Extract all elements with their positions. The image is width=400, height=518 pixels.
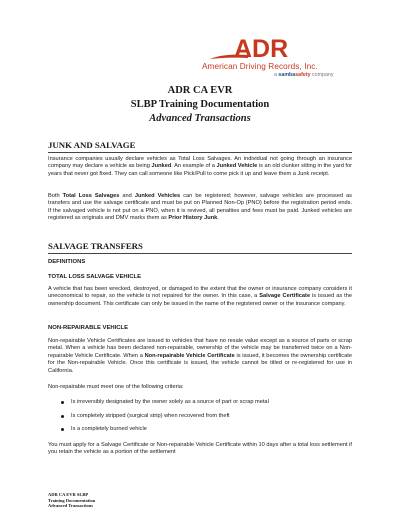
title-line-3: Advanced Transactions: [149, 113, 251, 124]
logo-company-name: American Driving Records, Inc.: [202, 62, 318, 71]
footer-line-1: ADR CA EVR SLBP: [48, 492, 89, 497]
bold-term: Prior History Junk: [168, 215, 218, 222]
bold-term: Junked Vehicles: [134, 193, 181, 199]
text-run: is issued, it becomes the ownership certificate for the Non-repairable Vehicle. Once this certificate is issued, the vehicle cannot be titled or re-registered for use in California.: [48, 352, 352, 374]
title-line-2: SLBP Training Documentation: [130, 99, 270, 110]
salvage-transfers-heading: SALVAGE TRANSFERS: [48, 241, 143, 251]
total-loss-label: TOTAL LOSS SALVAGE VEHICLE: [48, 274, 142, 280]
adr-logo-mark: [210, 36, 352, 62]
tagline-brand-b: safety: [295, 72, 311, 78]
bullet-icon: [61, 401, 64, 404]
text-run: is issued as the ownership document. This certificate can only be issued in the name of the registered owner or the insurance company.: [48, 293, 352, 307]
text-run: Both: [48, 193, 63, 199]
junk-salvage-heading: JUNK AND SALVAGE: [48, 140, 136, 150]
text-run: .: [217, 215, 219, 222]
definitions-label: DEFINITIONS: [48, 259, 86, 265]
bold-term: Junked Vehicle: [216, 163, 258, 170]
list-item: [48, 413, 352, 427]
footer-line-3: Advanced Transactions: [48, 503, 93, 509]
apply-paragraph: You must apply for a Salvage Certificate or Non-repairable Vehicle Certificate within 10 days after a total loss settlement if you retain the vehicle as a portion of the settlement: [48, 442, 352, 456]
logo-wordmark: ADR: [234, 36, 289, 62]
tagline-brand-a: samba: [278, 72, 296, 78]
text-run: Insurance companies usually declare vehicles as Total Loss Salvages. An individual not going through an insurance company may declare a vehicle as being: [48, 156, 352, 170]
text-run: Non-repairable Vehicle Certificates are issued to vehicles that have no resale value except as a source of parts or scrap metal. When a vehicle has been declared non-repairable, ownership of the vehicle may be transferred twice on a Non-repairable Vehicle Certificate. When a: [48, 338, 352, 359]
company-logo: [202, 36, 362, 80]
text-run: can be registered; however, salvage vehicles are processed as transfers and use the salvage certificate and must be put on Planned Non-Op (PNO) before the registration period ends. If the salvaged vehicle is not put on a PNO, when it is revived, all penalties and fees must be paid. Junked vehicles are registered as originals and DMV marks them as: [48, 193, 352, 222]
logo-tagline: [274, 72, 334, 78]
bold-term: Total Loss Salvages: [62, 193, 120, 199]
list-item: [48, 399, 352, 413]
criteria-item-1: Is irreversibly designated by the owner solely as a source of part or scrap metal: [71, 399, 269, 405]
junk-paragraph-1: [48, 156, 352, 178]
text-run: and: [119, 193, 135, 199]
criteria-intro: Non-repairable must meet one of the following criteria:: [48, 384, 184, 390]
tagline-prefix: a: [274, 72, 279, 78]
junk-heading-rule: [48, 152, 352, 153]
criteria-item-2: Is completely stripped (surgical strip) when recovered from theft: [71, 412, 230, 419]
bold-term: Salvage Certificate: [259, 293, 311, 300]
document-title: [0, 84, 400, 126]
criteria-item-3: Is a completely burned vehicle: [71, 426, 147, 432]
title-line-1: ADR CA EVR: [167, 85, 233, 96]
criteria-list: [48, 399, 352, 440]
page-footer: [48, 492, 95, 509]
tagline-suffix: company: [310, 72, 334, 78]
non-repairable-paragraph: [48, 338, 352, 375]
bold-term: Non-repairable Vehicle Certificate: [144, 352, 235, 359]
text-run: . An example of a: [171, 163, 217, 170]
non-repairable-label: NON-REPAIRABLE VEHICLE: [48, 325, 129, 331]
list-item: [48, 426, 352, 440]
total-loss-paragraph: [48, 286, 352, 308]
text-run: A vehicle that has been wrecked, destroyed, or damaged to the extent that the owner or insurance company considers it uneconomical to repair, so the vehicle is not repaired for the owner. In this case, a: [48, 286, 352, 300]
bullet-icon: [61, 428, 64, 431]
salvage-heading-rule: [48, 253, 352, 254]
junk-paragraph-2: [48, 193, 352, 223]
bullet-icon: [61, 415, 64, 418]
text-run: is an old clunker sitting in the yard for years that never got fixed. They can call someone like Pick/Pull to come pick it up and leave them a Junk receipt.: [48, 163, 353, 177]
bold-term: Junked: [151, 163, 172, 170]
footer-line-2: Training Documentation: [48, 497, 96, 503]
